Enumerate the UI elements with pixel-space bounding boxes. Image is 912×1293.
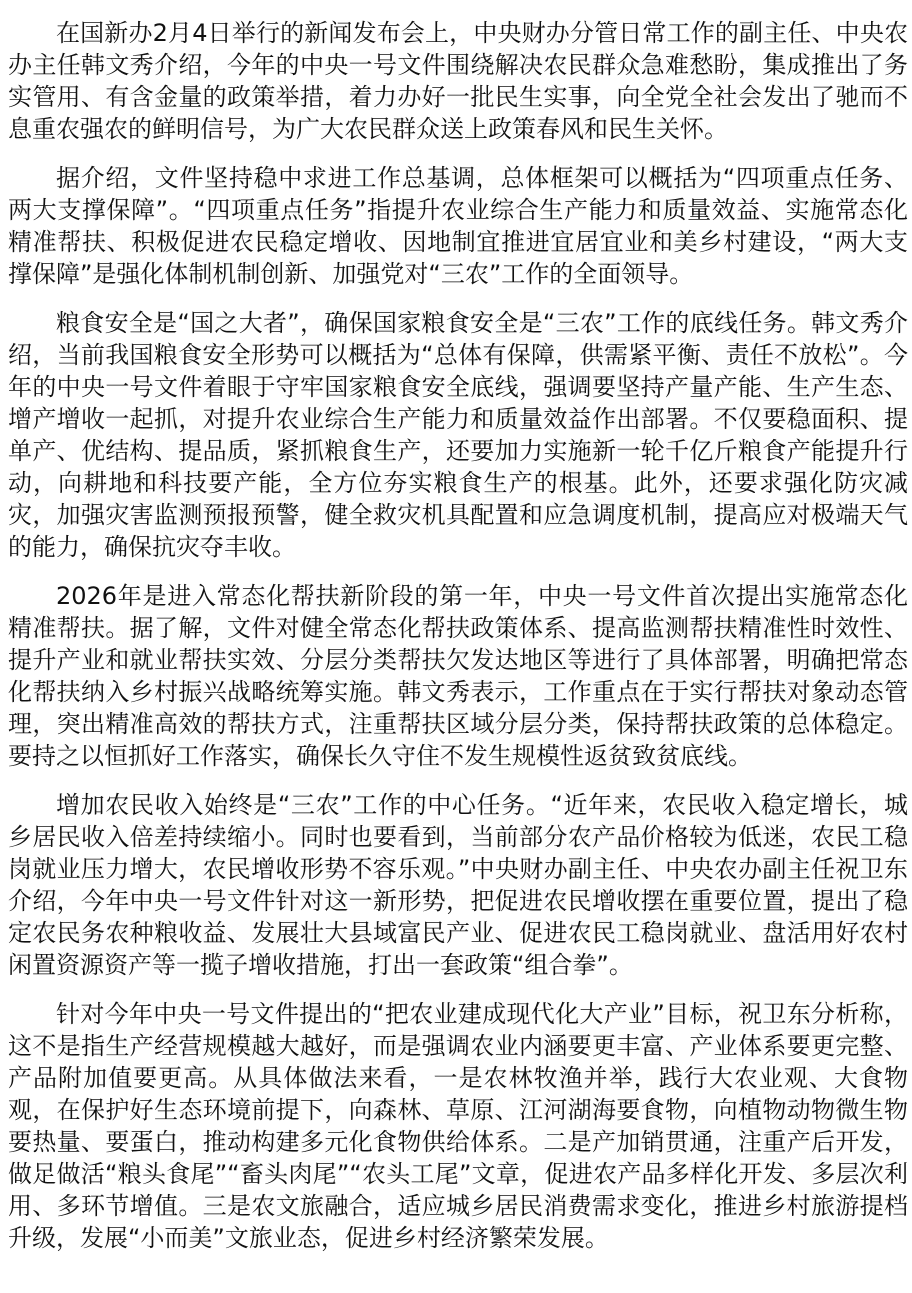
paragraph-farmer-income: 增加农民收入始终是“三农”工作的中心任务。“近年来，农民收入稳定增长，城乡居民收入倍差持续缩小。同时也要看到，当前部分农产品价格较为低迷，农民工稳岗就业压力增大，农民增收形势不容乐观。”中央财办副主任、中央农办副主任祝卫东介绍，今年中央一号文件针对这一新形势，把促进农民增收摆在重要位置，提出了稳定农民务农种粮收益、发展壮大县域富民产业、促进农民工稳岗就业、盘活用好农村闲置资源资产等一揽子增收措施，打出一套政策“组合拳”。 bbox=[8, 791, 908, 979]
paragraph-modern-agriculture: 针对今年中央一号文件提出的“把农业建成现代化大产业”目标，祝卫东分析称，这不是指生产经营规模越大越好，而是强调农业内涵要更丰富、产业体系要更完整、产品附加值要更高。从具体做法来看，一是农林牧渔并举，践行大农业观、大食物观，在保护好生态环境前提下，向森林、草原、江河湖海要食物，向植物动物微生物要热量、要蛋白，推动构建多元化食物供给体系。二是产加销贯通，注重产后开发，做足做活“粮头食尾”“畜头肉尾”“农头工尾”文章，促进农产品多样化开发、多层次利用、多环节增值。三是农文旅融合，适应城乡居民消费需求变化，推进乡村旅游提档升级，发展“小而美”文旅业态，促进乡村经济繁荣发展。 bbox=[8, 1000, 908, 1252]
paragraph-framework: 据介绍，文件坚持稳中求进工作总基调，总体框架可以概括为“四项重点任务、两大支撑保障”。“四项重点任务”指提升农业综合生产能力和质量效益、实施常态化精准帮扶、积极促进农民稳定增收、因地制宜推进宜居宜业和美乡村建设，“两大支撑保障”是强化体制机制创新、加强党对“三农”工作的全面领导。 bbox=[8, 164, 908, 288]
paragraph-food-security: 粮食安全是“国之大者”，确保国家粮食安全是“三农”工作的底线任务。韩文秀介绍，当前我国粮食安全形势可以概括为“总体有保障，供需紧平衡、责任不放松”。今年的中央一号文件着眼于守牢国家粮食安全底线，强调要坚持产量产能、生产生态、增产增收一起抓，对提升农业综合生产能力和质量效益作出部署。不仅要稳面积、提单产、优结构、提品质，紧抓粮食生产，还要加力实施新一轮千亿斤粮食产能提升行动，向耕地和科技要产能，全方位夯实粮食生产的根基。此外，还要求强化防灾减灾，加强灾害监测预报预警，健全救灾机具配置和应急调度机制，提高应对极端天气的能力，确保抗灾夺丰收。 bbox=[8, 309, 908, 561]
paragraph-press-conference: 在国新办2月4日举行的新闻发布会上，中央财办分管日常工作的副主任、中央农办主任韩文秀介绍，今年的中央一号文件围绕解决农民群众急难愁盼，集成推出了务实管用、有含金量的政策举措，着力办好一批民生实事，向全党全社会发出了驰而不息重农强农的鲜明信号，为广大农民群众送上政策春风和民生关怀。 bbox=[8, 19, 908, 143]
paragraph-precise-assistance: 2026年是进入常态化帮扶新阶段的第一年，中央一号文件首次提出实施常态化精准帮扶。据了解，文件对健全常态化帮扶政策体系、提高监测帮扶精准性时效性、提升产业和就业帮扶实效、分层分类帮扶欠发达地区等进行了具体部署，明确把常态化帮扶纳入乡村振兴战略统筹实施。韩文秀表示，工作重点在于实行帮扶对象动态管理，突出精准高效的帮扶方式，注重帮扶区域分层分类，保持帮扶政策的总体稳定。要持之以恒抓好工作落实，确保长久守住不发生规模性返贫致贫底线。 bbox=[8, 582, 908, 770]
